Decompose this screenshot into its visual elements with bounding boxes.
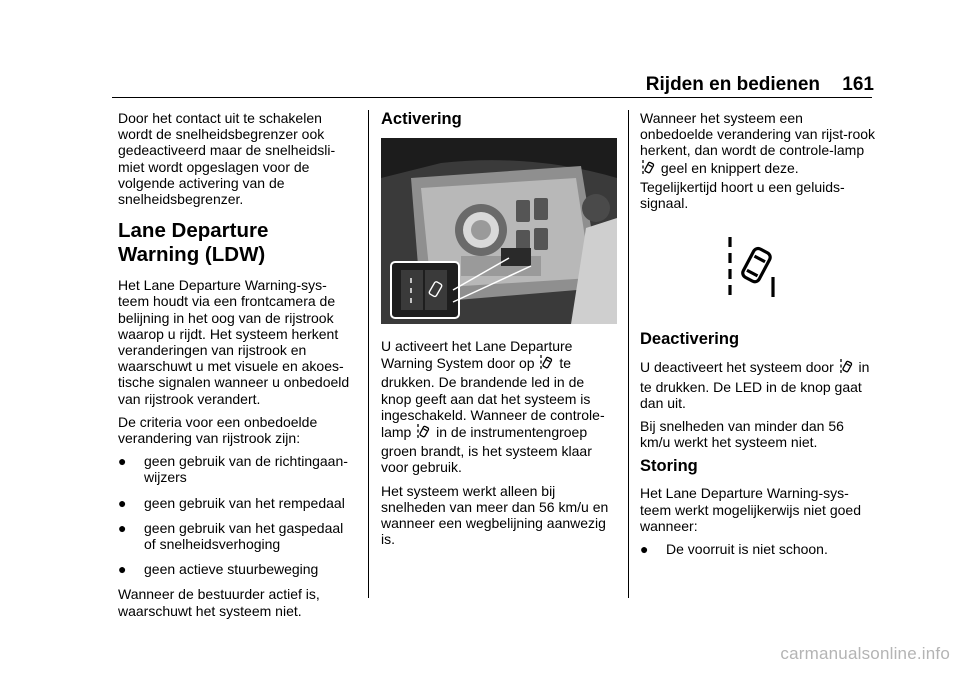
lane-departure-icon [840, 358, 853, 378]
deactivation-paragraph [640, 358, 876, 411]
activation-paragraph [381, 338, 617, 476]
list-item-text: geen actieve stuurbeweging [144, 561, 319, 578]
column-3 [640, 110, 876, 566]
warning-text-a: Wanneer het systeem een onbedoelde verandering van rijst-rook herkent, dan wordt de controle-lamp [640, 110, 876, 159]
list-item-text: geen gebruik van het rempedaal [144, 494, 345, 511]
section-heading-ldw: Lane Departure Warning (LDW) [118, 219, 269, 267]
list-item-text: geen gebruik van de richtingaan-wijzers [144, 453, 348, 486]
column-divider-2 [628, 110, 629, 598]
lane-departure-symbol-figure [726, 235, 876, 302]
list-item [118, 561, 354, 577]
low-speed-paragraph: Bij snelheden van minder dan 56 km/u werkt het systeem niet. [640, 418, 844, 451]
list-item [118, 453, 354, 485]
fault-paragraph: Het Lane Departure Warning-sys-teem werkt mogelijkerwijs niet goed wanneer: [640, 485, 861, 534]
list-item [640, 541, 876, 557]
activation-text-b: te drukken. De brandende led in de knop geeft aan dat het systeem is ingeschakeld. Wanneer de controle-lamp [381, 355, 605, 441]
activation-text-a: U activeert het Lane Departure Warning System door op [381, 338, 573, 372]
bullet-dot: ● [118, 519, 127, 536]
header-rule [112, 97, 872, 98]
bullet-dot: ● [118, 561, 127, 578]
deactivation-text-b: in te drukken. De LED in de knop gaat dan uit. [640, 359, 870, 411]
intro-paragraph: Door het contact uit te schakelen wordt de snelheidsbegrenzer ook gedeactiveerd maar de snelheidsli-miet wordt opgeslagen voor de volgende activering van de snelheidsbegrenzer. [118, 110, 336, 208]
section-heading-activering: Activering [381, 110, 462, 128]
watermark: carmanualsonline.info [780, 644, 950, 663]
lane-departure-icon [642, 159, 655, 179]
fault-list [640, 541, 876, 557]
warning-paragraph [640, 110, 876, 211]
bullet-dot: ● [118, 494, 127, 511]
warning-text-b: geel en knippert deze. Tegelijkertijd hoort u een geluids-signaal. [640, 159, 845, 212]
bullet-dot: ● [118, 453, 127, 470]
list-item-text: De voorruit is niet schoon. [666, 541, 828, 558]
column-2 [381, 110, 617, 554]
activation-text-c: in de instrumentengroep groen brandt, is het systeem klaar voor gebruik. [381, 424, 592, 476]
criteria-intro: De criteria voor een onbedoelde verandering van rijstrook zijn: [118, 413, 318, 447]
deactivation-text-a: U deactiveert het systeem door [640, 359, 834, 376]
bullet-dot: ● [640, 541, 649, 558]
list-item [118, 520, 354, 552]
section-heading-storing: Storing [640, 457, 698, 476]
column-1 [118, 110, 354, 626]
dashboard-button-photo [381, 138, 617, 324]
criteria-list [118, 453, 354, 577]
list-item [118, 495, 354, 511]
page-header-title: Rijden en bedienen [645, 74, 820, 95]
speed-condition-paragraph: Het systeem werkt alleen bij snelheden van meer dan 56 km/u en wanneer een wegbelijning aanwezig is. [381, 482, 609, 548]
ldw-description: Het Lane Departure Warning-sys-teem houdt via een frontcamera de belijning in het oog van de rijstrook waarop u rijdt. Het systeem herkent veranderingen van rijstrook en waarschuwt u met visuele en akoes-tische signalen wanneer u onbedoeld van rijstrook verandert. [118, 277, 350, 407]
lane-departure-icon [417, 423, 430, 443]
section-heading-deactivering: Deactivering [640, 330, 740, 349]
list-item-text: geen gebruik van het gaspedaal of snelheidsverhoging [144, 519, 344, 553]
driver-active-note: Wanneer de bestuurder actief is, waarschuwt het systeem niet. [118, 586, 320, 619]
column-divider-1 [368, 110, 369, 598]
page-number: 161 [842, 74, 874, 95]
lane-departure-icon [540, 354, 553, 374]
